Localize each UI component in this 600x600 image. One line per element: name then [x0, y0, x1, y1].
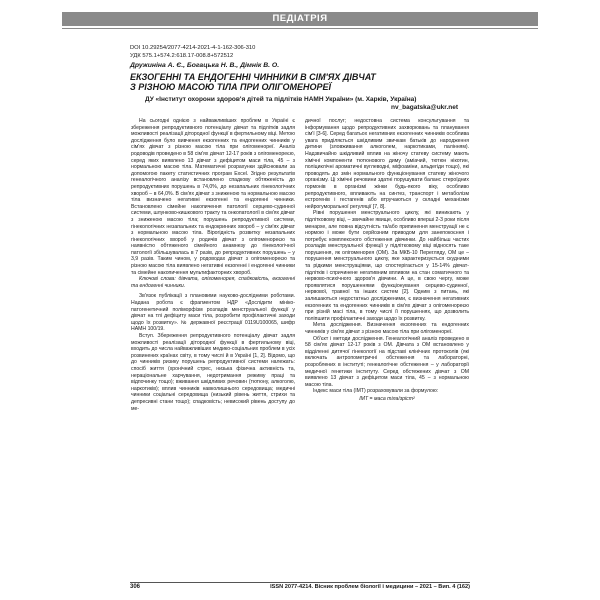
bmi-formula: ІМТ = маса тіла/зріст²	[359, 395, 415, 402]
right-column	[305, 118, 469, 403]
aim: Мета дослідження. Визначення екзогенних та ендогенних чинників у сім'ях дівчат з різною масою тіла при олігоменореї.	[305, 322, 469, 335]
introduction-cont: дичної послуг; недостовна система консультування та інформування щодо репродуктивних захворювань та планування сім'ї [3-6]. Серед багатьох негативних екзогенних чинників особлива увага приділяється шкідливим звичкам батьків до народження дитини (зловживання алкоголем, наркотиками, палінням). Надзвичайно шкідливий вплив на жіночу статеву систему мають хімічні компоненти тютюнового диму (аміачий, тютюн нікотин, поліциклічні ароматичні вуглеводні, міфоаміни, альдегіди тощо), які проводять до змін нормального функціонування статеву жіночого організму. Ці хімічні речовини здатні порушувати баланс стероїдних гормонів в організмі жінки будь-якого віку, особливо репродуктивного, впливають на синтез, транспорт і метаболізм естрогенів і гестагенів або втручаються у складні механізми нейрогуморальної регуляції [7, 8].	[305, 118, 469, 210]
banner-rule	[62, 28, 538, 29]
email: nv_bagatska@ukr.net	[390, 104, 458, 111]
footer-rule	[130, 582, 470, 583]
menstrual-disorders-paragraph: Рівні порушення менструального циклу, які виникають у підлітковому віці, – звичайне явище, особливо впершi 2-3 роки після менархе, але повна відсутність та/або припинення менструації не є нормою і може бути серйозним приводом для занепокоєння і потребує комплексного обстеження дівчинки. До найбільш частих розладів менструальної функції у підлітковому віці відносять таке порушення, як олігоменорея (ОМ). За МКБ-10 Перегляду, ОМ це – порушення менструального циклу, яке характеризується скудними та рідкими менструаціями, що спостерігається у 15-14% дівчат-підлітків і спричинене негативним впливом на стан соматичного та нервово-психічного здоров'я дівчини. А це, в свою чергу, може проявлятися порушеннями функціонування серцево-судинної, нервової, травної та інших систем [2]. Одним з питань, які залишаються недостатньо дослідженими, є визначення негативних екзогенних та ендогенних чинників в сім'ях дівчат з олігоменореєю при різній масі тіла, в тому числі її порушеннях, що дозволить поліпшити профілактичні заходи щодо їх розвитку.	[305, 210, 469, 322]
authors: Дружиніна А. Є., Богацька Н. В., Дімнік В. О.	[130, 62, 280, 69]
introduction: Вступ. Збереження репродуктивного потенціалу дівчат задля можливості реалізації дітородної функції в фертильному віці, входить до числа найважливіших медико-соціальних проблем в усіх розвинених країнах світу, в тому числі й в Україні [1, 2]. Відомо, що до чинників ризику порушень репродуктивної системи належать: спосіб життя (хронічний стрес, низька фізична активність та, нераціональне харчування, недотримання режиму праці та відпочинку тощо); вживання шкідливих речовин (тютюну, алкоголю, наркотиків); вплив чинників навколишнього середовища; медичні чинники соціальні середовища (низький рівень життя, стрихи та депресивні стани тощо); спадковість; невисокий рівень доступу до ме-	[131, 333, 295, 412]
udc: УДК 575.1+574.2:618.17-008.8+572512	[130, 53, 234, 59]
affiliation: ДУ «Інститут охорони здоров'я дітей та підлітків НАМН України» (м. Харків, Україна)	[145, 96, 417, 103]
page-number: 306	[130, 584, 141, 590]
article-title	[130, 72, 470, 92]
left-column	[131, 118, 295, 412]
abstract: На сьогодні однією з найважливіших проблем в Україні є збереження репродуктивного потенціалу дівчат та підлітків задля можливості реалізації дітородної функції в фертильному віці. Метою дослідження було вивчення екзогенних та ендогенних чинників у сім'ях дівчат з різною масою тіла при олігоменореї. Аналіз родоводів проведено в 58 сім'ях дівчат 12-17 років з олігоменореєю, серед яких виявлено 13 дівчат з дефіцитом маси тіла, 45 – з нормальною масою тіла. Математичні розрахунки здійснювали за допомогою пакету статистичних програм Excel. Згідно результатів генеалогічного аналізу встановлено спадкову обтяженість до репродуктивних порушень в 74,0%, до незапальних гінекологічних хвороб – в 64,0%. В сім'ях дівчат з зниженою та нормальною масою тіла визначено негативні екзогенні та ендогенні чинники. Встановлено сімейне накопичення патології серцево-судинної системи, шлунково-кишкового тракту та онкопатології в сім'ях дівчат з зниженою масою тіла; порушень репродуктивної системи, гінекологічних незапальних та ендокринних хвороб – у сім'ях дівчат з нормальною масою тіла. Вірогідність розвитку незапальних гінекологічних хвороб у родичів дівчат з олігоменореєю та наявністю обтяженого сімейного анамнезу до гінекологічної патології збільшувалась в 7 разів, до репродуктивних порушень – у 3,9 разів. Таким чином, у родоводах дівчат з олігоменореєю та різною масою тіла виявлено негативні екзогенні і ендогенні чинники та сімейне накопичення мультифакторних хвороб.	[131, 118, 295, 276]
article-title-line-2: З РІЗНОЮ МАСОЮ ТІЛА ПРИ ОЛІГОМЕНОРЕЇ	[130, 82, 331, 92]
research-link: Зв'язок публікації з плановими науково-дослідними роботами. Надана робота є фрагментом НДР «Дослідити мініко-патогенетичний поліморфізм розладів менструальної функції у дівчат на тлі дефіциту маси тіла, розробити профілактичні заходи щодо їх розвитку». № державної реєстрації 0119U100065, шифр НАМН 100/19.	[131, 293, 295, 333]
section-banner: ПЕДІАТРІЯ	[62, 12, 538, 26]
methods: Об'єкт і методи дослідження. Генеалогічний аналіз проведено в 58 сім'ях дівчат 12-17 років з ОМ. Дівчата з ОМ встановлено у відділенні дитячої гінекології на підставі клінічних протоколів (які включать антропометричні обстеження та лабораторні, розроблених в інституті; генеалогічне обстеження – у лабораторії медичної генетики інституту. Серед обстежених дівчат з ОМ виявлено 13 дівчат з дефіцитом маси тіла, 45 – з нормальною масою тіла.	[305, 335, 469, 388]
keywords: Ключові слова: дівчата, олігоменорея, спадковість, екзогенні та ендогенні чинники.	[131, 276, 295, 289]
bmi-intro: Індекс маси тіла (ІМТ) розраховували за формулою:	[313, 388, 439, 395]
doi: DOI 10.29254/2077-4214-2021-4-1-162-306-310	[130, 45, 256, 51]
article-title-line-1: ЕКЗОГЕННІ ТА ЕНДОГЕННІ ЧИННИКИ В СІМ'ЯХ ДІВЧАТ	[130, 72, 376, 82]
journal-footer: ISSN 2077-4214. Вісник проблем біології і медицини – 2021 – Вип. 4 (162)	[270, 584, 470, 590]
